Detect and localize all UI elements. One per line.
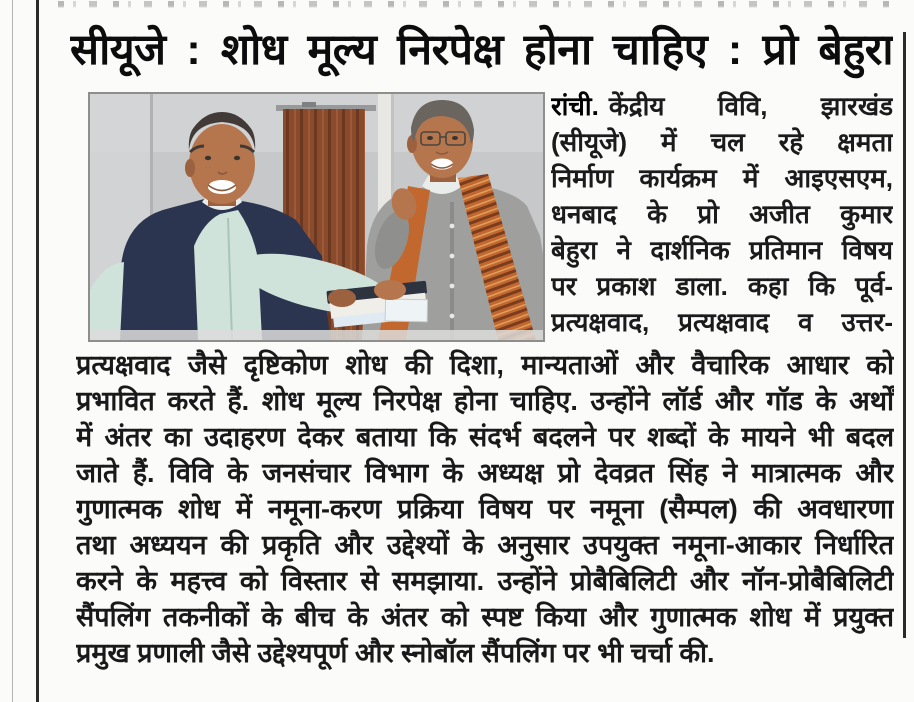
news-photo-illustration [90, 94, 543, 340]
article-line: सैंपलिंग तकनीकों के बीच के अंतर को स्पष्ट किया और गुणात्मक शोध में प्रयुक्त [76, 602, 894, 632]
article-line: प्रभावित करते हैं. शोध मूल्य निरपेक्ष होना चाहिए. उन्होंने लॉर्ड और गॉड के अर्थों [76, 386, 894, 416]
article-line: धनबाद के प्रो अजीत कुमार [551, 199, 893, 229]
article-line: में अंतर का उदाहरण देकर बताया कि संदर्भ बदलने पर शब्दों के मायने भी बदल [76, 422, 894, 452]
article-line: तथा अध्ययन की प्रकृति और उद्देश्यों के अनुसार उपयुक्त नमूना-आकार निर्धारित [76, 530, 894, 560]
article-body [76, 347, 894, 671]
article-line: पर प्रकाश डाला. कहा कि पूर्व- [551, 271, 893, 301]
article-line: जाते हैं. विवि के जनसंचार विभाग के अध्यक्ष प्रो देवव्रत सिंह ने मात्रात्मक और [76, 458, 894, 488]
right-column-rule [903, 32, 906, 638]
article-line: प्रत्यक्षवाद जैसे दृष्टिकोण शोध की दिशा, मान्यताओं और वैचारिक आधार को [76, 350, 894, 380]
left-man-ear [185, 159, 195, 177]
article-line: प्रत्यक्षवाद, प्रत्यक्षवाद व उत्तर- [551, 307, 893, 337]
table-edge [90, 330, 543, 340]
cropped-text-remnants [58, 1, 894, 10]
left-thin-column-rule [12, 0, 13, 702]
article-line: करने के महत्त्व को विस्तार से समझाया. उन्होंने प्रोबैबिलिटी और नॉन-प्रोबैबिलिटी [76, 566, 894, 596]
article-headline: सीयूजे : शोध मूल्य निरपेक्ष होना चाहिए : प्रो बेहुरा [70, 26, 893, 74]
left-column-rule [36, 0, 39, 702]
left-man-hand-on-books [328, 289, 356, 307]
article-line: प्रमुख प्रणाली जैसे उद्देश्यपूर्ण और स्नोबॉल सैंपलिंग पर भी चर्चा की. [76, 638, 715, 668]
article-line [551, 88, 893, 124]
right-man-placket [450, 202, 454, 340]
intro-column [551, 88, 893, 340]
loose-paper [385, 299, 427, 322]
curtain-rail-bracket [302, 102, 316, 107]
right-man-ear [407, 135, 417, 153]
article-line-text: केंद्रीय विवि, झारखंड [608, 91, 893, 121]
article-line: (सीयूजे) में चल रहे क्षमता [551, 127, 893, 157]
right-man-hand-on-books [374, 280, 406, 300]
article-line: बेहुरा ने दार्शनिक प्रतिमान विषय [551, 235, 893, 265]
news-photo [88, 92, 545, 342]
article-line: गुणात्मक शोध में नमूना-करण प्रक्रिया विषय पर नमूना (सैम्पल) की अवधारणा [76, 494, 894, 524]
article-line: निर्माण कार्यक्रम में आइएसएम, [551, 163, 893, 193]
dateline: रांची. [551, 91, 599, 121]
